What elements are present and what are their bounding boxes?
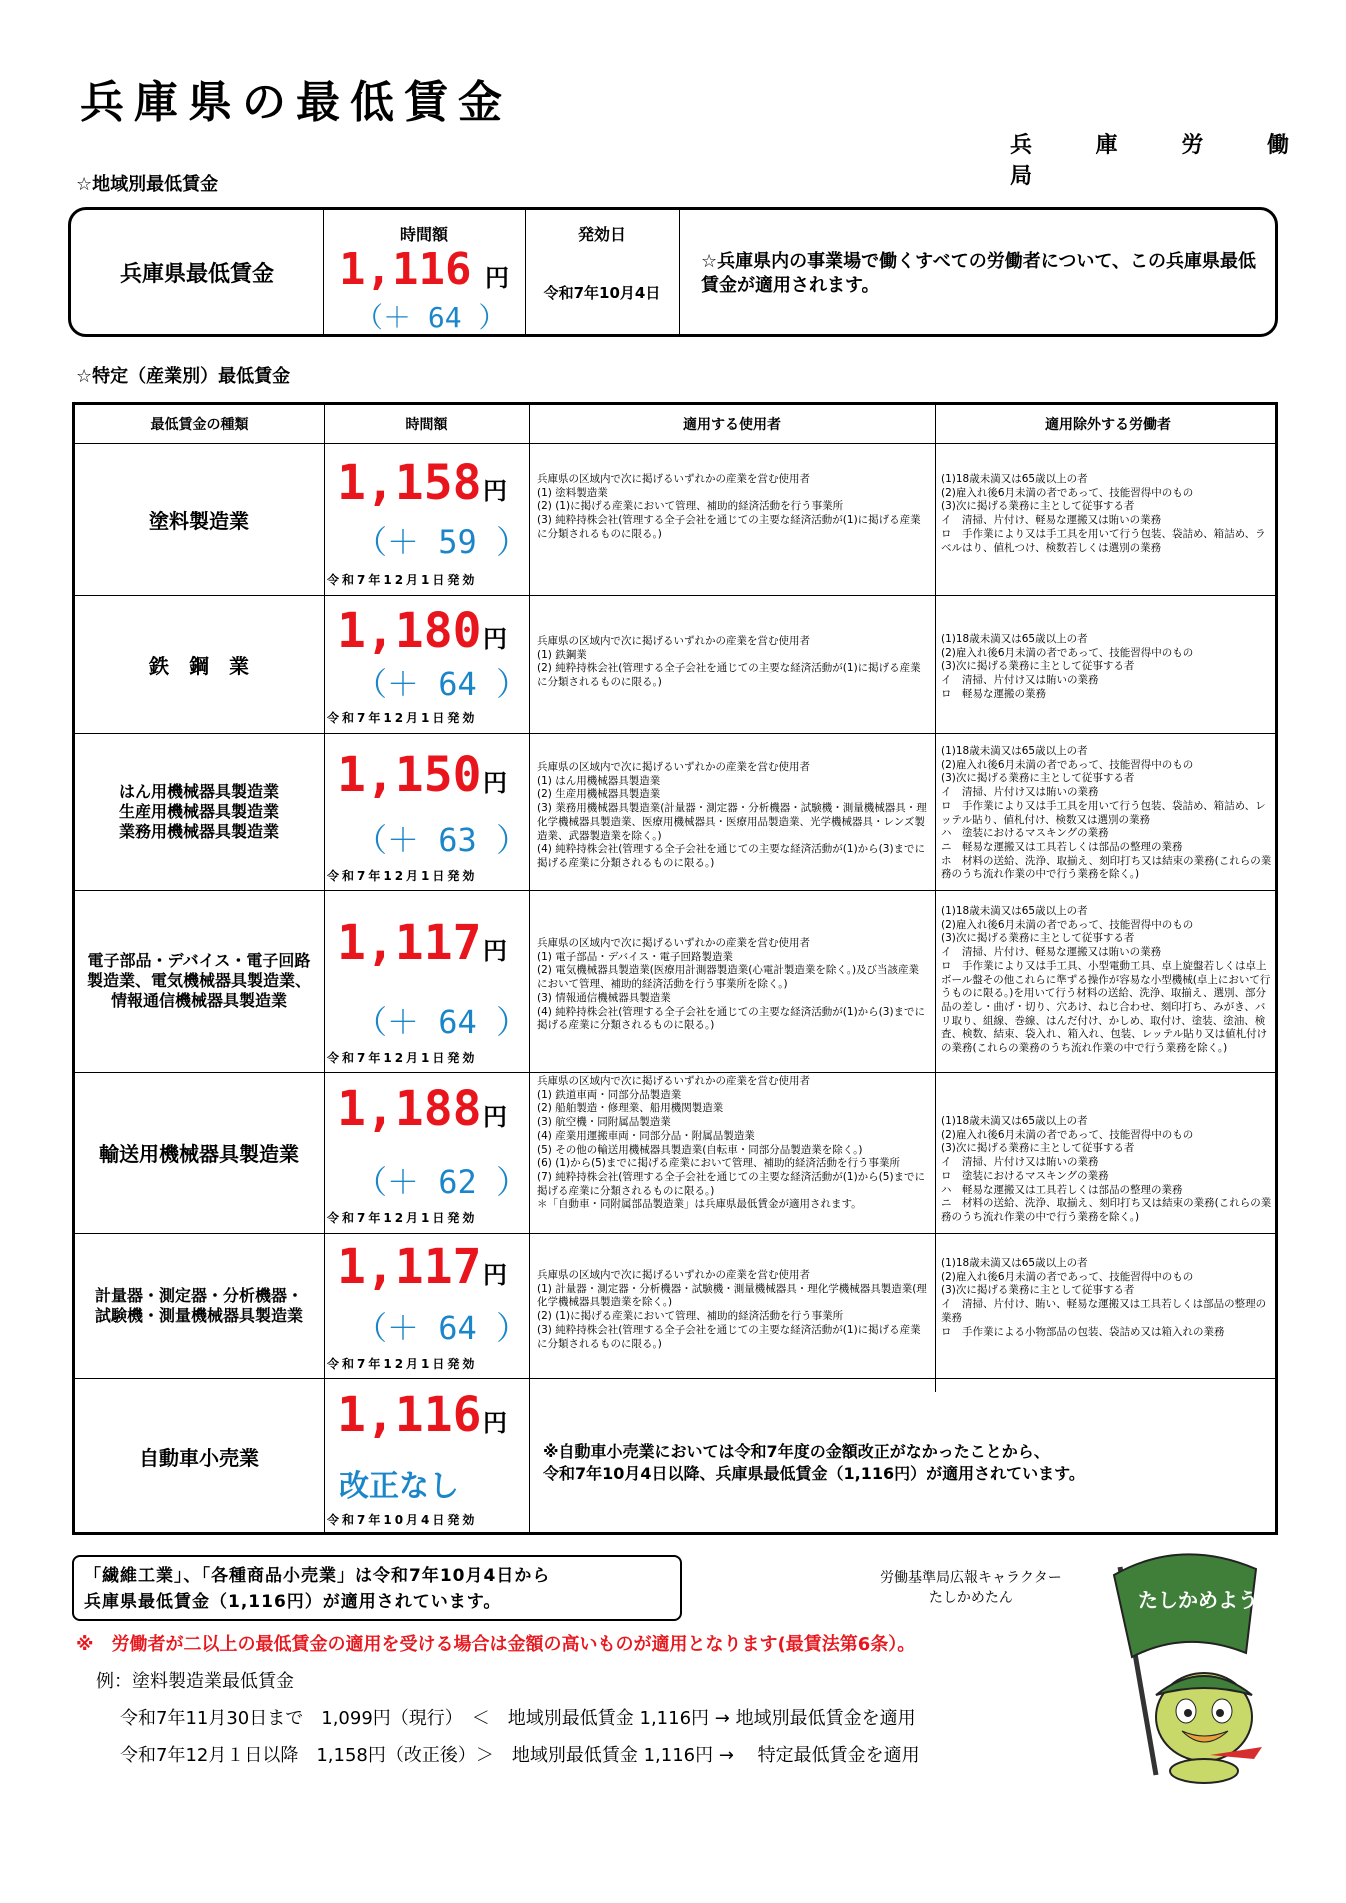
regional-effective-date: 令和7年10月4日 bbox=[543, 284, 661, 302]
effective-date: 令和7年12月1日発効 bbox=[327, 1357, 478, 1371]
excluded-workers: (1)18歳未満又は65歳以上の者 (2)雇入れ後6月未満の者であって、技能習得中のもの (3)次に掲げる業務に主として従事する者 イ 清掃、片付け又は賄いの業務 ロ 軽易な運搬の業務 bbox=[941, 633, 1194, 700]
yen-label: 円 bbox=[483, 625, 507, 653]
applicable-employers: 兵庫県の区域内で次に掲げるいずれかの産業を営む使用者 (1) はん用機械器具製造業 (2) 生産用機械器具製造業 (3) 業務用機械器具製造業(計量器・測定器・分析機器・試験機・測量機械器具・理化学機械器具製造業、医療用機械器具・医療用品製造業、光学機械器具・レンズ製造業、武器製造業を除く。) (4) 純粋持株会社(管理する全子会社を通じての主要な経済活動が(1)から(3)までに掲げる産業に分類されるものに限る。) bbox=[537, 761, 927, 869]
priority-note: ※ 労働者が二以上の最低賃金の適用を受ける場合は金額の高いものが適用となります(最賃法第6条）。 bbox=[76, 1634, 916, 1655]
effective-date: 令和7年12月1日発効 bbox=[327, 711, 478, 725]
yen-label: 円 bbox=[483, 937, 507, 965]
header-hourly: 時間額 bbox=[405, 417, 448, 433]
regional-diff: （＋ 64 ） bbox=[355, 301, 507, 334]
excluded-workers: (1)18歳未満又は65歳以上の者 (2)雇入れ後6月未満の者であって、技能習得中のもの (3)次に掲げる業務に主として従事する者 イ 清掃、片付け又は賄いの業務 ロ 塗装におけるマスキングの業務 ハ 軽易な運搬又は工具若しくは部品の整理の業務 ニ 材料の送給、洗浄、取揃え、刻印打ち又は結束の業務(これらの業務のうち流れ作業の中で行う業務を除く。) bbox=[941, 1115, 1272, 1223]
yen-label: 円 bbox=[483, 1261, 507, 1289]
industry-name: はん用機械器具製造業 生産用機械器具製造業 業務用機械器具製造業 bbox=[118, 781, 279, 841]
yen-label: 円 bbox=[483, 769, 507, 797]
retail-note: ※自動車小売業においては令和7年度の金額改正がなかったことから、 令和7年10月4日以降、兵庫県最低賃金（1,116円）が適用されています。 bbox=[543, 1442, 1085, 1483]
effective-date: 令和7年12月1日発効 bbox=[327, 573, 478, 587]
industry-amount: 1,117 bbox=[337, 1239, 482, 1295]
industry-diff: （＋ 64 ） bbox=[355, 665, 529, 703]
effective-date: 令和7年12月1日発効 bbox=[327, 869, 478, 883]
industry-amount: 1,116 bbox=[337, 1387, 482, 1443]
header-employers: 適用する使用者 bbox=[683, 417, 781, 433]
effective-date: 令和7年12月1日発効 bbox=[327, 1051, 478, 1065]
header-type: 最低賃金の種類 bbox=[150, 417, 249, 433]
industry-amount: 1,117 bbox=[337, 915, 482, 971]
applicable-employers: 兵庫県の区域内で次に掲げるいずれかの産業を営む使用者 (1) 電子部品・デバイス・電子回路製造業 (2) 電気機械器具製造業(医療用計測器製造業(心電計製造業を除く。)及び当該産業において管理、補助的経済活動を行う事業所を除く。) (3) 情報通信機械器具製造業 (4) 純粋持株会社(管理する全子会社を通じての主要な経済活動が(1)から(3)までに掲げる産業に分類されるものに限る。) bbox=[537, 937, 926, 1032]
mascot-character-image bbox=[1086, 1545, 1286, 1785]
example-line-2: 令和7年12月１日以降 1,158円（改正後）＞ 地域別最低賃金 1,116円 → 特定最低賃金を適用 bbox=[120, 1745, 920, 1766]
industry-name: 自動車小売業 bbox=[139, 1446, 259, 1470]
yen-label: 円 bbox=[483, 477, 507, 505]
industry-amount: 1,158 bbox=[337, 455, 482, 511]
textile-retail-notice bbox=[72, 1555, 682, 1621]
character-label: 労働基準局広報キャラクター たしかめたん bbox=[880, 1570, 1062, 1606]
industry-name: 鉄 鋼 業 bbox=[149, 653, 249, 678]
excluded-workers: (1)18歳未満又は65歳以上の者 (2)雇入れ後6月未満の者であって、技能習得中のもの (3)次に掲げる業務に主として従事する者 イ 清掃、片付け、軽易な運搬又は賄いの業務 ロ 手作業により又は手工具、小型電動工具、卓上旋盤若しくは卓上ボール盤その他これらに準ずる操作が容易な小型機械(卓上において行うものに限る。)を用いて行う材料の送給、洗浄、取揃え、選別、部分品の差し・曲げ・切り、穴あけ、ねじ合わせ、刻印打ち、みがき、バリ取り、組線、巻線、はんだ付け、かしめ、取付け、塗装、塗油、検査、検数、結束、袋入れ、箱入れ、包装、レッテル貼り又は値札付けの業務(これらの業務のうち流れ作業の中で行う業務を除く。) bbox=[941, 905, 1271, 1055]
example-title: 例：塗料製造業最低賃金 bbox=[96, 1671, 294, 1692]
yen-label: 円 bbox=[483, 1409, 507, 1437]
regional-amount: 1,116 bbox=[339, 244, 472, 295]
header-exclusions: 適用除外する労働者 bbox=[1045, 417, 1171, 433]
industry-name: 塗料製造業 bbox=[149, 508, 249, 533]
regional-section-label: ☆地域別最低賃金 bbox=[76, 174, 219, 195]
industry-diff: （＋ 64 ） bbox=[355, 1003, 529, 1041]
applicable-employers: 兵庫県の区域内で次に掲げるいずれかの産業を営む使用者 (1) 鉄鋼業 (2) 純粋持株会社(管理する全子会社を通じての主要な経済活動が(1)に掲げる産業に分類されるものに限る。) bbox=[537, 635, 921, 689]
industry-name: 輸送用機械器具製造業 bbox=[99, 1142, 299, 1166]
industry-wage-table bbox=[72, 402, 1278, 1535]
regional-note: ☆兵庫県内の事業場で働くすべての労働者について、この兵庫県最低賃金が適用されます。 bbox=[701, 251, 1257, 296]
industry-amount: 1,150 bbox=[337, 747, 482, 803]
industry-name: 計量器・測定器・分析機器・ 試験機・測量機械器具製造業 bbox=[94, 1285, 303, 1325]
applicable-employers: 兵庫県の区域内で次に掲げるいずれかの産業を営む使用者 (1) 鉄道車両・同部分品製造業 (2) 船舶製造・修理業、船用機関製造業 (3) 航空機・同附属品製造業 (4) 産業用運搬車両・同部分品・附属品製造業 (5) その他の輸送用機械器具製造業(自転車・同部分品製造業を除く。) (6) (1)から(5)までに掲げる産業において管理、補助的経済活動を行う事業所 (7) 純粋持株会社(管理する全子会社を通じての主要な経済活動が(1)から(5)までに掲げる産業に分類されるものに限る。) ＊「自動車・同附属部品製造業」は兵庫県最低賃金が適用されます。 bbox=[537, 1075, 926, 1211]
industry-diff: （＋ 64 ） bbox=[355, 1309, 529, 1347]
industry-diff: （＋ 62 ） bbox=[355, 1163, 529, 1201]
industry-amount: 1,180 bbox=[337, 603, 482, 659]
specific-section-label: ☆特定（産業別）最低賃金 bbox=[76, 366, 291, 387]
example-line-1: 令和7年11月30日まで 1,099円（現行） ＜ 地域別最低賃金 1,116円 → 地域別最低賃金を適用 bbox=[120, 1708, 916, 1729]
effective-date: 令和7年12月1日発効 bbox=[327, 1211, 478, 1225]
industry-diff: （＋ 63 ） bbox=[355, 821, 529, 859]
yen-label: 円 bbox=[483, 1103, 507, 1131]
industry-diff: （＋ 59 ） bbox=[355, 523, 529, 561]
excluded-workers: (1)18歳未満又は65歳以上の者 (2)雇入れ後6月未満の者であって、技能習得中のもの (3)次に掲げる業務に主として従事する者 イ 清掃、片付け、軽易な運搬又は賄いの業務 ロ 手作業により又は手工具を用いて行う包装、袋詰め、箱詰め、ラベルはり、値札つけ、検数若しくは選別の業務 bbox=[941, 473, 1266, 554]
industry-amount: 1,188 bbox=[337, 1081, 482, 1137]
issuer: 兵 庫 労 働 局 bbox=[1010, 133, 1317, 189]
page-title: 兵庫県の最低賃金 bbox=[80, 77, 512, 128]
example-block bbox=[96, 1663, 920, 1774]
applicable-employers: 兵庫県の区域内で次に掲げるいずれかの産業を営む使用者 (1) 塗料製造業 (2) (1)に掲げる産業において管理、補助的経済活動を行う事業所 (3) 純粋持株会社(管理する全子会社を通じての主要な経済活動が(1)に掲げる産業に分類されるものに限る。) bbox=[537, 473, 921, 540]
applicable-employers: 兵庫県の区域内で次に掲げるいずれかの産業を営む使用者 (1) 計量器・測定器・分析機器・試験機・測量機械器具・理化学機械器具製造業(理化学機械器具製造業を除く。) (2) (1)に掲げる産業において管理、補助的経済活動を行う事業所 (3) 純粋持株会社(管理する全子会社を通じての主要な経済活動が(1)に掲げる産業に分類されるものに限る。) bbox=[537, 1269, 927, 1350]
regional-hourly-header: 時間額 bbox=[399, 225, 448, 244]
effective-date: 令和7年10月4日発効 bbox=[327, 1513, 478, 1527]
regional-name: 兵庫県最低賃金 bbox=[119, 261, 274, 287]
notice-text: 「繊維工業」、「各種商品小売業」は令和7年10月4日から 兵庫県最低賃金（1,116円）が適用されています。 bbox=[84, 1566, 551, 1612]
industry-name: 電子部品・デバイス・電子回路 製造業、電気機械器具製造業、 情報通信機械器具製造業 bbox=[86, 951, 311, 1010]
regional-wage-box bbox=[68, 207, 1278, 337]
industry-diff: 改正なし bbox=[339, 1469, 459, 1504]
excluded-workers: (1)18歳未満又は65歳以上の者 (2)雇入れ後6月未満の者であって、技能習得中のもの (3)次に掲げる業務に主として従事する者 イ 清掃、片付け、賄い、軽易な運搬又は工具若しくは部品の整理の業務 ロ 手作業による小物部品の包装、袋詰め又は箱入れの業務 bbox=[941, 1257, 1267, 1338]
flag-text: たしかめよう!! bbox=[1138, 1588, 1277, 1612]
excluded-workers: (1)18歳未満又は65歳以上の者 (2)雇入れ後6月未満の者であって、技能習得中のもの (3)次に掲げる業務に主として従事する者 イ 清掃、片付け又は賄いの業務 ロ 手作業により又は手工具を用いて行う包装、袋詰め、箱詰め、レッテル貼り、値札付け、検数又は選別の業務 ハ 塗装におけるマスキングの業務 ニ 軽易な運搬又は工具若しくは部品の整理の業務 ホ 材料の送給、洗浄、取揃え、刻印打ち又は結束の業務(これらの業務のうち流れ作業の中で行う業務を除く。) bbox=[941, 745, 1272, 881]
regional-effective-header: 発効日 bbox=[577, 225, 626, 244]
regional-yen: 円 bbox=[485, 264, 509, 292]
